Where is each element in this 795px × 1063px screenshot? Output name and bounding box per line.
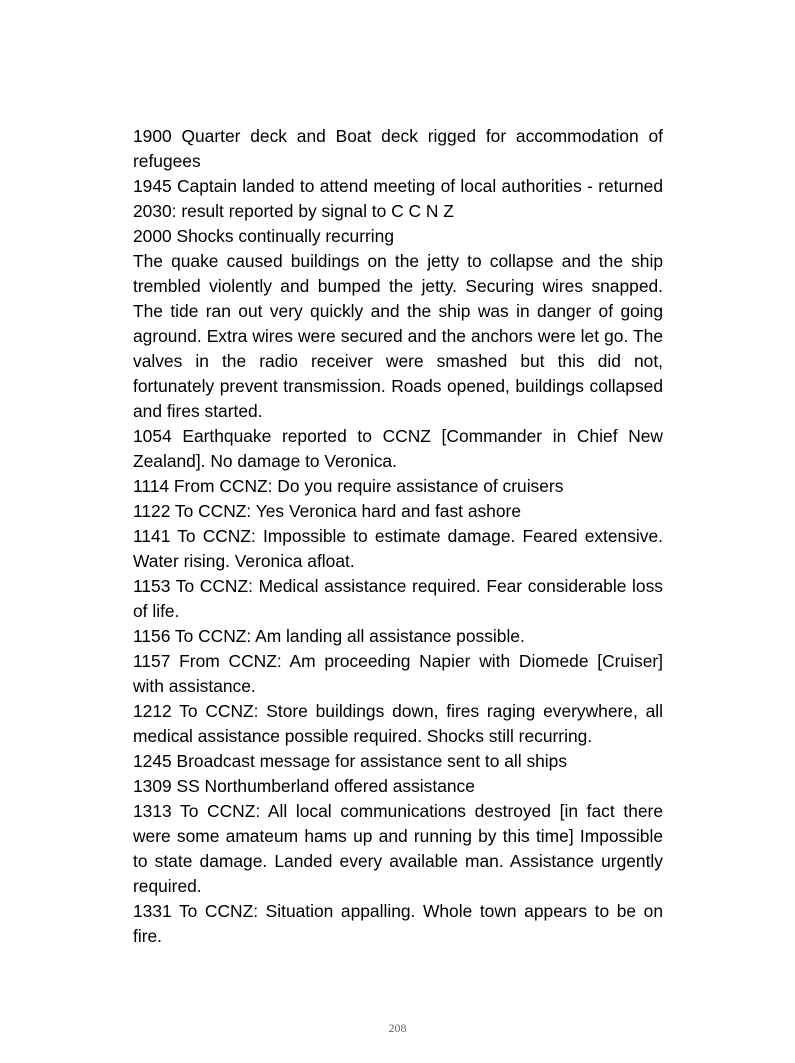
log-entry-1331: 1331 To CCNZ: Situation appalling. Whole town appears to be on fire. bbox=[133, 901, 663, 946]
log-entry-1054: 1054 Earthquake reported to CCNZ [Commander in Chief New Zealand]. No damage to Veronica. bbox=[133, 426, 663, 471]
log-entry-1245: 1245 Broadcast message for assistance sent to all ships bbox=[133, 751, 568, 771]
log-entry-1157: 1157 From CCNZ: Am proceeding Napier with Diomede [Cruiser] with assistance. bbox=[133, 651, 663, 696]
log-entry-2000: 2000 Shocks continually recurring bbox=[133, 226, 395, 246]
quake-description-paragraph: The quake caused buildings on the jetty to collapse and the ship trembled violently and bumped the jetty. Securing wires snapped. The tide ran out very quickly and the ship was in danger of going aground. Extra wires were secured and the anchors were let go. The valves in the radio receiver were smashed but this did not, fortunately prevent transmission. Roads opened, buildings collapsed and fires started. bbox=[133, 251, 663, 421]
log-entry-1141: 1141 To CCNZ: Impossible to estimate damage. Feared extensive. Water rising. Veronica afloat. bbox=[133, 526, 663, 571]
page-number: 208 bbox=[388, 1021, 407, 1035]
log-entry-1153: 1153 To CCNZ: Medical assistance required. Fear considerable loss of life. bbox=[133, 576, 663, 621]
log-entry-1114: 1114 From CCNZ: Do you require assistance of cruisers bbox=[133, 476, 564, 496]
log-entry-1212: 1212 To CCNZ: Store buildings down, fires raging everywhere, all medical assistance possible required. Shocks still recurring. bbox=[133, 701, 663, 746]
log-entry-1313: 1313 To CCNZ: All local communications destroyed [in fact there were some amateum hams up and running by this time] Impossible to state damage. Landed every available man. Assistance urgently required. bbox=[133, 801, 663, 896]
log-text-body bbox=[133, 124, 663, 949]
log-entry-1156: 1156 To CCNZ: Am landing all assistance possible. bbox=[133, 626, 525, 646]
log-entry-1309: 1309 SS Northumberland offered assistance bbox=[133, 776, 475, 796]
log-entry-1900: 1900 Quarter deck and Boat deck rigged for accommodation of refugees bbox=[133, 126, 663, 171]
log-entry-1122: 1122 To CCNZ: Yes Veronica hard and fast ashore bbox=[133, 501, 521, 521]
log-entry-1945: 1945 Captain landed to attend meeting of local authorities - returned 2030: result reported by signal to C C N Z bbox=[133, 176, 663, 221]
